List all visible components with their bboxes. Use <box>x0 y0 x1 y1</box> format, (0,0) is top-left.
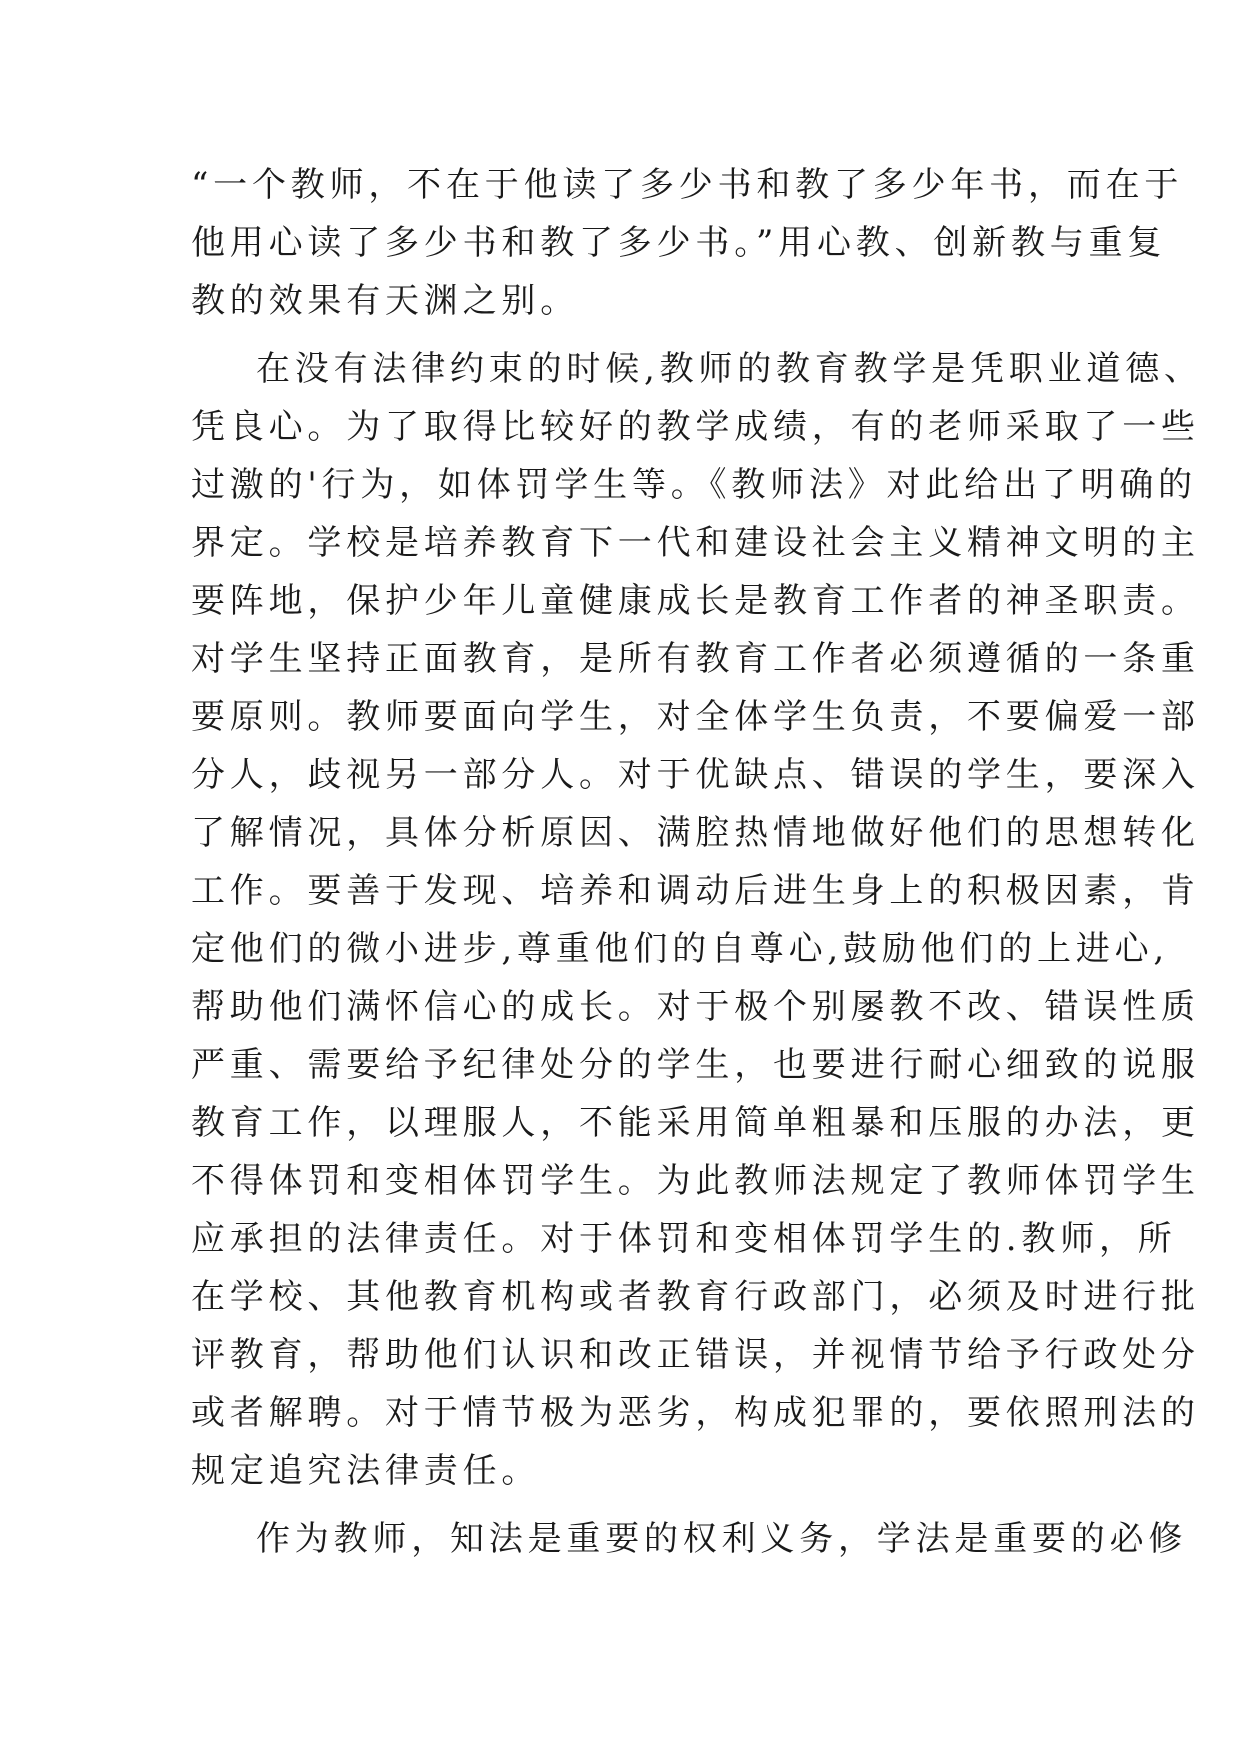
text-line: 工作。要善于发现、培养和调动后进生身上的积极因素，肯 <box>191 871 1200 911</box>
paragraph-gap <box>191 330 1091 340</box>
text-line: 应承担的法律责任。对于体罚和变相体罚学生的.教师，所 <box>191 1219 1177 1259</box>
text-line: 评教育，帮助他们认识和改正错误，并视情节给予行政处分 <box>191 1335 1200 1375</box>
text-line: 在学校、其他教育机构或者教育行政部门，必须及时进行批 <box>191 1277 1200 1317</box>
text-line: 分人，歧视另一部分人。对于优缺点、错误的学生，要深入 <box>191 755 1200 795</box>
text-line: 教的效果有天渊之别。 <box>191 281 579 321</box>
text-line: 规定追究法律责任。 <box>191 1451 541 1491</box>
text-line: “一个教师，不在于他读了多少书和教了多少年书，而在于 <box>191 165 1184 205</box>
document-body <box>191 156 1203 1568</box>
text-line: 过激的'行为，如体罚学生等。《教师法》对此给出了明确的 <box>191 465 1197 505</box>
text-line: 了解情况，具体分析原因、满腔热情地做好他们的思想转化 <box>191 813 1200 853</box>
text-line: 定他们的微小进步,尊重他们的自尊心,鼓励他们的上进心, <box>191 929 1170 969</box>
text-line: 帮助他们满怀信心的成长。对于极个别屡教不改、错误性质 <box>191 987 1200 1027</box>
text-line: 或者解聘。对于情节极为恶劣，构成犯罪的，要依照刑法的 <box>191 1393 1200 1433</box>
text-line: 在没有法律约束的时候,教师的教育教学是凭职业道德、 <box>256 349 1203 389</box>
text-line: 要原则。教师要面向学生，对全体学生负责，不要偏爱一部 <box>191 697 1200 737</box>
text-line: 严重、需要给予纪律处分的学生，也要进行耐心细致的说服 <box>191 1045 1200 1085</box>
text-line: 不得体罚和变相体罚学生。为此教师法规定了教师体罚学生 <box>191 1161 1200 1201</box>
text-line: 作为教师，知法是重要的权利义务，学法是重要的必修 <box>256 1519 1188 1559</box>
text-line: 对学生坚持正面教育，是所有教育工作者必须遵循的一条重 <box>191 639 1200 679</box>
text-line: 凭良心。为了取得比较好的教学成绩，有的老师采取了一些 <box>191 407 1200 447</box>
text-line: 他用心读了多少书和教了多少书。”用心教、创新教与重复 <box>191 223 1167 263</box>
text-line: 界定。学校是培养教育下一代和建设社会主义精神文明的主 <box>191 523 1200 563</box>
text-line: 要阵地，保护少年儿童健康成长是教育工作者的神圣职责。 <box>191 581 1200 621</box>
text-line: 教育工作，以理服人，不能采用简单粗暴和压服的办法，更 <box>191 1103 1200 1143</box>
paragraph-gap <box>191 1500 1091 1510</box>
